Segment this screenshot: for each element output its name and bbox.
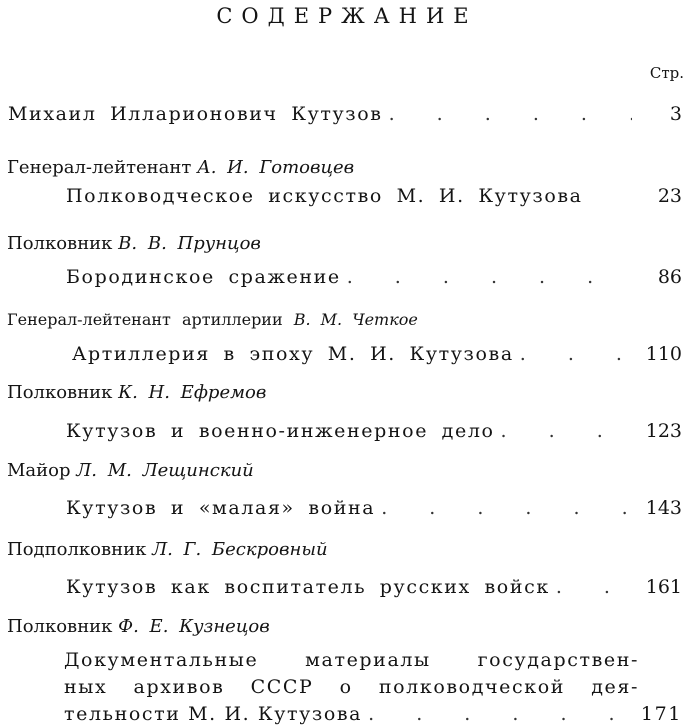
entry-title-line: Документальные материалы государствен- xyxy=(64,649,639,671)
toc-entry xyxy=(66,185,682,213)
author-name: Ф. Е. Кузнецов xyxy=(118,616,270,637)
author-line xyxy=(7,310,418,329)
entry-title: Бородинское сражение xyxy=(66,266,341,288)
author-line xyxy=(7,460,254,481)
leader-dots xyxy=(368,701,632,728)
entry-title: Артиллерия в эпоху М. И. Кутузова xyxy=(72,343,514,365)
page-number: 86 xyxy=(657,266,682,288)
page-number: 161 xyxy=(645,576,682,598)
page-number: 3 xyxy=(669,103,682,125)
author-rank: Генерал-лейтенант артиллерии xyxy=(7,310,283,329)
author-name: В. М. Четкое xyxy=(293,310,418,329)
page-number: 143 xyxy=(645,497,682,519)
page-number: 110 xyxy=(645,343,682,365)
author-name: А. И. Готовцев xyxy=(197,157,355,178)
author-rank: Майор xyxy=(7,460,71,481)
toc-entry-multiline xyxy=(64,647,682,728)
toc-entry xyxy=(66,497,682,525)
author-rank: Генерал-лейтенант xyxy=(7,157,192,178)
author-name: В. В. Прунцов xyxy=(118,233,261,254)
toc-entry xyxy=(72,343,682,371)
author-name: К. Н. Ефремов xyxy=(118,382,267,403)
entry-title: Кутузов как воспитатель русских войск xyxy=(66,576,550,598)
author-line xyxy=(7,233,261,254)
page-number: 171 xyxy=(640,703,682,725)
leader-dots xyxy=(381,497,632,519)
author-name: Л. Г. Бескровный xyxy=(152,539,328,560)
toc-entry xyxy=(66,576,682,604)
page-number: 123 xyxy=(645,420,682,442)
leader-dots xyxy=(389,103,632,125)
page-title: СОДЕРЖАНИЕ xyxy=(216,4,478,28)
toc-entry xyxy=(8,103,682,131)
entry-title: Полководческое искусство М. И. Кутузова xyxy=(66,185,583,207)
author-line xyxy=(7,616,270,637)
entry-title: Кутузов и военно-инженерное дело xyxy=(66,420,495,442)
author-rank: Полковник xyxy=(7,233,113,254)
entry-title: Михаил Илларионович Кутузов xyxy=(8,103,383,125)
author-line xyxy=(7,539,328,560)
entry-title: Кутузов и «малая» война xyxy=(66,497,376,519)
entry-title-line: ных архивов СССР о полководческой дея- xyxy=(64,676,639,698)
leader-dots xyxy=(520,343,632,365)
author-rank: Подполковник xyxy=(7,539,147,560)
leader-dots xyxy=(501,420,632,442)
author-rank: Полковник xyxy=(7,382,113,403)
page-column-label: Стр. xyxy=(649,64,684,82)
author-line xyxy=(7,157,354,178)
toc-entry xyxy=(66,420,682,448)
toc-entry xyxy=(66,266,682,294)
leader-dots xyxy=(347,266,632,288)
author-line xyxy=(7,382,266,403)
entry-title-last-line xyxy=(64,701,682,728)
page-number: 23 xyxy=(657,185,682,207)
entry-title-line: тельности М. И. Кутузова xyxy=(64,703,363,725)
leader-dots xyxy=(556,576,632,598)
author-rank: Полковник xyxy=(7,616,113,637)
author-name: Л. М. Лещинский xyxy=(76,460,254,481)
